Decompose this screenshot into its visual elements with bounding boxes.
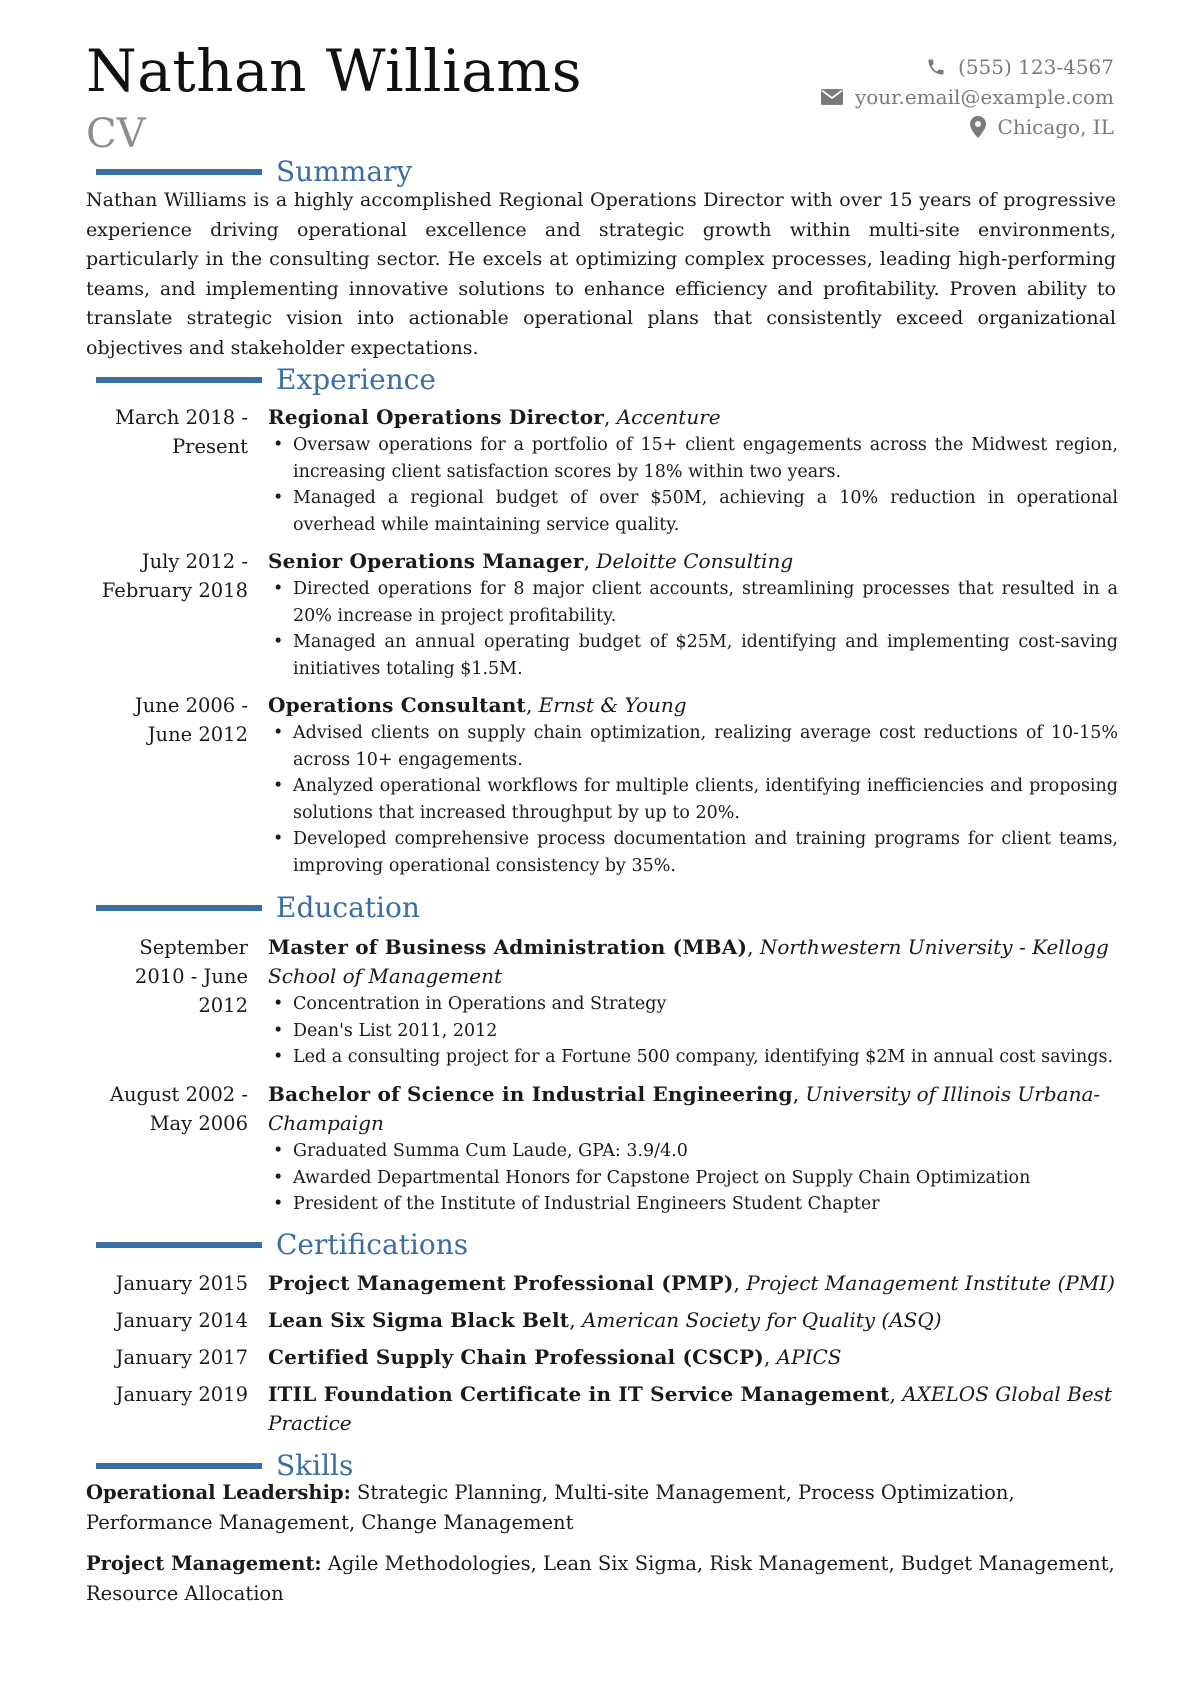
bullet-item: • Managed a regional budget of over $50M, achieving a 10% reduction in operational overhead while maintaining service quality. bbox=[268, 485, 1118, 538]
cv-subtitle: CV bbox=[86, 111, 146, 157]
contact-block bbox=[821, 52, 1114, 142]
section-bar bbox=[96, 377, 262, 383]
entry-title: ITIL Foundation Certificate in IT Service Management bbox=[268, 1382, 890, 1406]
skill-value: Agile Methodologies, Lean Six Sigma, Risk Management, Budget Management, Resource Allocation bbox=[86, 1552, 1115, 1605]
entry-org: Accenture bbox=[616, 405, 721, 429]
section-title: Skills bbox=[276, 1449, 354, 1482]
summary-text: Nathan Williams is a highly accomplished Regional Operations Director with over 15 years of progressive experience driving operational excellence and strategic growth within multi-site environments, particularly in the consulting sector. He excels at optimizing complex processes, leading high-performing teams, and implementing innovative solutions to enhance efficiency and profitability. Proven ability to translate strategic vision into actionable operational plans that consistently exceed organizational objectives and stakeholder expectations. bbox=[86, 189, 1116, 359]
bullet-item: • Dean's List 2011, 2012 bbox=[268, 1018, 1118, 1045]
location-text: Chicago, IL bbox=[997, 115, 1114, 139]
entry-org: Deloitte Consulting bbox=[596, 549, 794, 573]
section-bar bbox=[96, 169, 262, 175]
section-heading-certifications bbox=[86, 1225, 468, 1265]
entry-org: Ernst & Young bbox=[538, 693, 687, 717]
entry-date: January 2014 bbox=[115, 1309, 248, 1332]
bullet-item: • Developed comprehensive process documentation and training programs for client teams, improving operational consistency by 35%. bbox=[268, 826, 1118, 879]
contact-location bbox=[821, 112, 1114, 142]
section-title: Certifications bbox=[276, 1228, 469, 1261]
contact-email[interactable] bbox=[821, 82, 1114, 112]
entry-title: Operations Consultant bbox=[268, 693, 526, 717]
entry-date: March 2018 - Present bbox=[114, 406, 248, 458]
entry-title: Bachelor of Science in Industrial Engineering bbox=[268, 1082, 793, 1106]
skill-label: Operational Leadership: bbox=[86, 1481, 351, 1504]
entry-title: Project Management Professional (PMP) bbox=[268, 1271, 734, 1295]
entry-org: Northwestern University - Kellogg School of Management bbox=[268, 935, 1109, 988]
skills-list bbox=[86, 1478, 1116, 1620]
bullet-item: • Managed an annual operating budget of $25M, identifying and implementing cost-saving initiatives totaling $1.5M. bbox=[268, 629, 1118, 682]
section-bar bbox=[96, 1242, 262, 1248]
bullet-item: • Advised clients on supply chain optimization, realizing average cost reductions of 10-15% across 10+ engagements. bbox=[268, 720, 1118, 773]
section-bar bbox=[96, 905, 262, 911]
entry-org: APICS bbox=[776, 1345, 842, 1369]
bullet-item: • Led a consulting project for a Fortune 500 company, identifying $2M in annual cost savings. bbox=[268, 1044, 1118, 1071]
bullet-item: • Directed operations for 8 major client accounts, streamlining processes that resulted in a 20% increase in project profitability. bbox=[268, 576, 1118, 629]
entry-org: Project Management Institute (PMI) bbox=[746, 1271, 1115, 1295]
bullet-item: • Analyzed operational workflows for multiple clients, identifying inefficiencies and proposing solutions that increased throughput by up to 20%. bbox=[268, 773, 1118, 826]
section-title: Summary bbox=[276, 155, 413, 188]
entry-org: University of Illinois Urbana-Champaign bbox=[268, 1082, 1101, 1135]
entry-date: January 2019 bbox=[115, 1383, 248, 1406]
section-heading-education bbox=[86, 888, 420, 928]
entry-title: Lean Six Sigma Black Belt bbox=[268, 1308, 570, 1332]
skill-value: Strategic Planning, Multi-site Management, Process Optimization, Performance Management, Change Management bbox=[86, 1481, 1015, 1534]
entry-title: Master of Business Administration (MBA) bbox=[268, 935, 748, 959]
entry-date: January 2017 bbox=[115, 1346, 248, 1369]
bullet-item: • Oversaw operations for a portfolio of 15+ client engagements across the Midwest region, increasing client satisfaction scores by 18% within two years. bbox=[268, 432, 1118, 485]
bullet-item: • President of the Institute of Industrial Engineers Student Chapter bbox=[268, 1191, 1118, 1218]
contact-phone[interactable] bbox=[821, 52, 1114, 82]
skill-label: Project Management: bbox=[86, 1552, 322, 1575]
cv-page: Nathan Williams CV (555) 123-4567 your.email@example.com Chicago, IL Summary Nathan Williams is a highly accomplished Regional Operations Director with over 15 years of progressive experience driving operational excellence and strategic growth within multi-site environments, particularly in the consulting sector. He excels at optimizing complex processes, leading high-performing teams, and implementing innovative solutions to enhance efficiency and profitability. Proven ability to translate strategic vision into actionable operational plans that consistently exceed organizational objectives and stakeholder expectations. Experience March 2018 - Present Regional Operations Director, Accenture • Oversaw operations for a portfolio of 15+ client engagements across the Midwest region, increasing client satisfaction scores by 18% within two years. • Managed a regional budget of over $50M, achieving a 10% reduction in operational overhead while maintaining service quality. July 2012 - February 2018 Senior Operations Manager, Deloitte Consulting • Directed operations for 8 major client accounts, streamlining processes that resulted in a 20% increase in project profitability. • Managed an annual operating budget of $25M, identifying and implementing cost-saving initiatives totaling $1.5M. June 2006 - June 2012 Operations Consultant, Ernst & Young • Advised clients on supply chain optimization, realizing average cost reductions of 10-15% across 10+ engagements. • Analyzed operational workflows for multiple clients, identifying inefficiencies and proposing solutions that increased throughput by up to 20%. • Developed comprehensive process documentation and training programs for client teams, improving operational consistency by 35%. Education September 2010 - June 2012 Master of Business Administration (MBA), Northwestern University - Kellogg School of Management • Concentration in Operations and Strategy • Dean's List 2011, 2012 • Led a consulting project for a Fortune 500 company, identifying $2M in annual cost savings. August 2002 - May 2006 Bachelor of Science in Industrial Engineering, University of Illinois Urbana-Champaign • Graduated Summa Cum Laude, GPA: 3.9/4.0 • Awarded Departmental Honors for Capstone Project on Supply Chain Optimization • President of the Institute of Industrial Engineers Student Chapter Certifications January 2015 Project Management Professional (PMP), Project Management Institute (PMI) January 2014 Lean Six Sigma Black Belt, American Society for Quality (ASQ) January 2017 Certified Supply Chain Professional (CSCP), APICS January 2019 ITIL Foundation Certificate in IT Service Management, AXELOS Global Best Practice Skills Operational Leadership: Strategic Planning, Multi-site Management, Process Optimization, Performance Management, Change Management Project Management: Agile Methodologies, Lean Six Sigma, Risk Management, Budget Management, Resource Allocation bbox=[0, 0, 1190, 1683]
entry-date: June 2006 - June 2012 bbox=[134, 694, 248, 746]
entry-title: Senior Operations Manager bbox=[268, 549, 584, 573]
section-title: Experience bbox=[276, 363, 436, 396]
section-title: Education bbox=[276, 891, 420, 924]
entry-title: Regional Operations Director bbox=[268, 405, 604, 429]
phone-text: (555) 123-4567 bbox=[958, 55, 1114, 79]
bullet-item: • Awarded Departmental Honors for Capstone Project on Supply Chain Optimization bbox=[268, 1165, 1118, 1192]
entry-org: American Society for Quality (ASQ) bbox=[581, 1308, 942, 1332]
skill-row bbox=[86, 1478, 1116, 1537]
entry-title: Certified Supply Chain Professional (CSCP) bbox=[268, 1345, 764, 1369]
skill-row bbox=[86, 1549, 1116, 1608]
envelope-icon bbox=[821, 89, 843, 105]
cv-name: Nathan Williams bbox=[86, 37, 582, 105]
section-bar bbox=[96, 1463, 262, 1469]
bullet-item: • Graduated Summa Cum Laude, GPA: 3.9/4.0 bbox=[268, 1138, 1118, 1165]
entry-date: September 2010 - June 2012 bbox=[134, 936, 248, 1017]
entry-date: August 2002 - May 2006 bbox=[109, 1083, 248, 1135]
entry-org: AXELOS Global Best Practice bbox=[268, 1382, 1112, 1435]
section-heading-experience bbox=[86, 360, 436, 400]
entry-date: July 2012 - February 2018 bbox=[101, 550, 248, 602]
entry-date: January 2015 bbox=[115, 1272, 248, 1295]
bullet-item: • Concentration in Operations and Strategy bbox=[268, 991, 1118, 1018]
email-text: your.email@example.com bbox=[854, 85, 1114, 109]
phone-icon bbox=[926, 57, 946, 77]
map-pin-icon bbox=[970, 116, 986, 138]
